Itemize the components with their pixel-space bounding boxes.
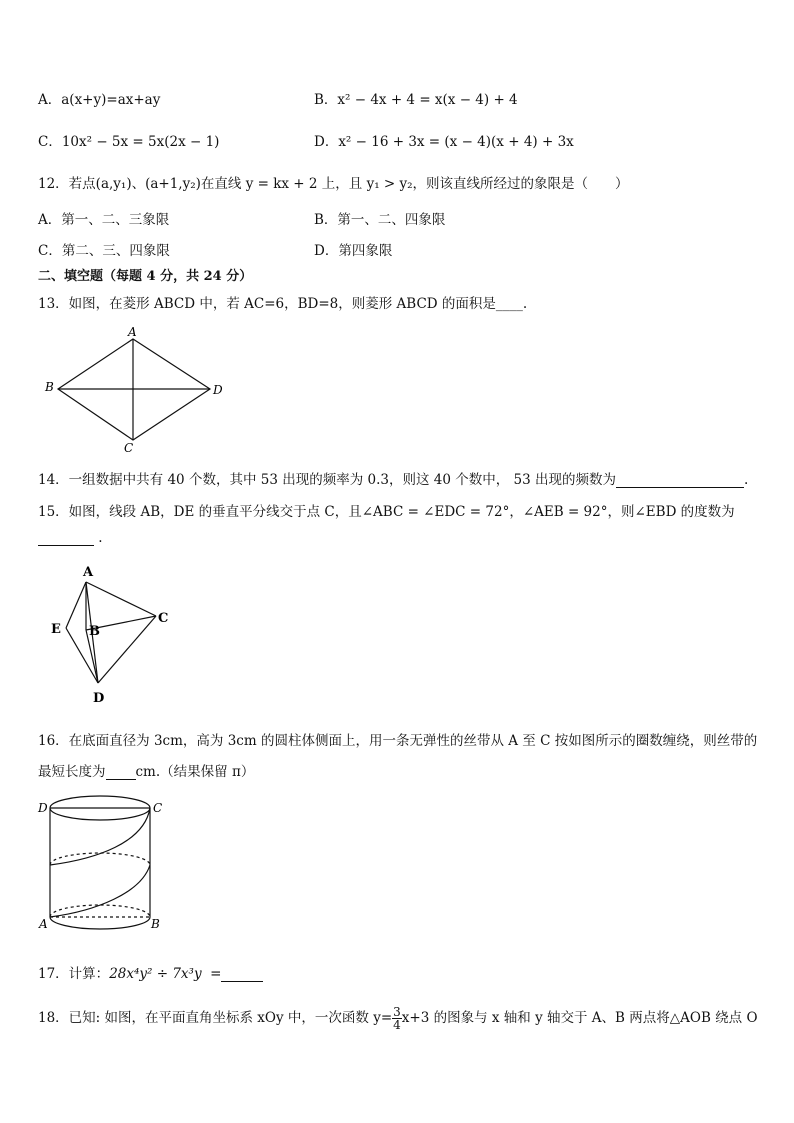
label-d: D	[38, 801, 48, 815]
label-b: B	[45, 380, 54, 394]
label-a: A	[39, 917, 48, 931]
label-c: C	[158, 611, 169, 626]
q16-line2-start: 最短长度为	[38, 764, 106, 780]
q12-stem: 12．若点(a,y₁)、(a+1,y₂)在直线 y = kx + 2 上，且 y₁ > y₂，则该直线所经过的象限是（ ）	[38, 176, 629, 192]
q14-end: .	[743, 472, 749, 488]
label-b: B	[89, 624, 100, 639]
q11-option-a: A．a(x+y)=ax+ay	[38, 92, 161, 108]
q17-expression: 28x⁴y² ÷ 7x³y	[109, 966, 202, 982]
label-c: C	[153, 801, 163, 815]
ribbon-lower	[50, 865, 150, 917]
q11-option-b: B．x² − 4x + 4 = x(x − 4) + 4	[314, 92, 518, 108]
q12-option-d: D．第四象限	[314, 243, 393, 259]
cylinder-figure	[36, 793, 176, 943]
q18-denominator: 4	[393, 1018, 401, 1032]
q17-answer-blank	[221, 969, 263, 982]
q15-answer-line	[38, 530, 103, 546]
q15-stem: 15．如图，线段 AB，DE 的垂直平分线交于点 C，且∠ABC = ∠EDC = 72°，∠AEB = 92°，则∠EBD 的度数为	[38, 504, 735, 520]
q11-option-c: C．10x² − 5x = 5x(2x − 1)	[38, 134, 220, 150]
q14-stem	[38, 468, 748, 488]
q14-text: 14．一组数据中共有 40 个数，其中 53 出现的频率为 0.3，则这 40 个数中， 53 出现的频数为	[38, 472, 616, 488]
label-b: B	[151, 917, 160, 931]
label-a: A	[83, 565, 94, 580]
q13-stem: 13．如图，在菱形 ABCD 中，若 AC=6，BD=8，则菱形 ABCD 的面积是____.	[38, 296, 528, 312]
label-d: D	[213, 383, 223, 397]
rhombus-figure	[40, 325, 240, 455]
label-a: A	[128, 325, 137, 339]
q12-option-c: C．第二、三、四象限	[38, 243, 170, 259]
q16-line1: 16．在底面直径为 3cm，高为 3cm 的圆柱体侧面上，用一条无弹性的丝带从 A 至 C 按如图所示的圈数缠绕，则丝带的	[38, 733, 758, 749]
label-d: D	[93, 691, 105, 706]
q14-answer-blank	[616, 475, 744, 488]
q18-stem	[38, 1004, 758, 1032]
q18-part1: 18．已知: 如图，在平面直角坐标系 xOy 中，一次函数 y=	[38, 1010, 393, 1026]
q12-option-b: B．第一、二、四象限	[314, 212, 446, 228]
q16-line2	[38, 760, 254, 780]
q11-option-d: D．x² − 16 + 3x = (x − 4)(x + 4) + 3x	[314, 134, 574, 150]
q17-prefix: 17．计算：	[38, 966, 110, 982]
q18-numerator: 3	[393, 1005, 401, 1019]
triangle-figure	[40, 560, 190, 710]
bottom-front	[50, 917, 150, 929]
q18-part2: x+3 的图象与 x 轴和 y 轴交于 A、B 两点将△AOB 绕点 O	[401, 1010, 758, 1026]
label-c: C	[124, 441, 134, 455]
q15-answer-blank	[38, 533, 94, 546]
section-heading: 二、填空题（每题 4 分，共 24 分）	[38, 269, 253, 284]
q17-equals: =	[210, 966, 222, 982]
q17-stem	[38, 962, 263, 982]
q16-line2-end: cm.（结果保留 π）	[135, 764, 255, 780]
q15-end: .	[98, 530, 103, 546]
q18-fraction	[392, 1006, 402, 1031]
label-e: E	[51, 622, 61, 637]
q12-option-a: A．第一、二、三象限	[38, 212, 170, 228]
q16-answer-blank	[106, 767, 136, 780]
